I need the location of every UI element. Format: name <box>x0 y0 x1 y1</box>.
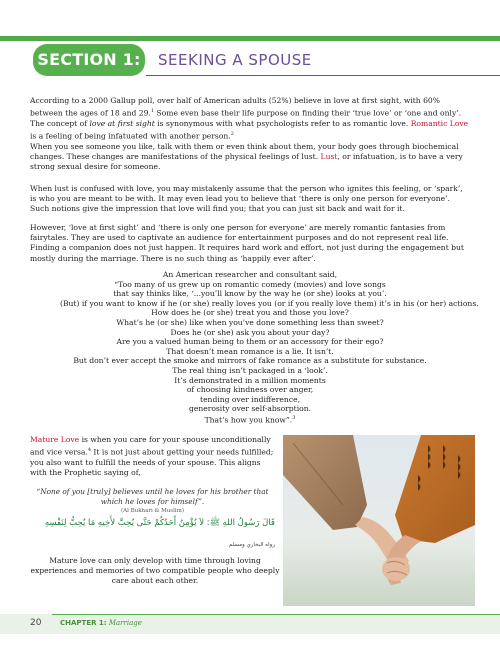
hadith-quote: “None of you [truly] believes until he loves for his brother that which he loves for himself”. <box>36 487 269 506</box>
poem-line: An American researcher and consultant said, <box>162 270 338 279</box>
paragraph-lust <box>30 142 470 173</box>
holding-hands-illustration <box>283 435 475 606</box>
chapter-number: CHAPTER 1: <box>60 619 107 627</box>
hadith-source: (Al Bukhari & Muslim) <box>120 508 185 514</box>
page-number: 20 <box>30 618 42 628</box>
text-span: When you see someone you like, talk with them or even think about them, your body goes through biochemical changes. These changes are manifestations of the physical feelings of lust. <box>30 142 459 162</box>
poem-line: Are you a valued human being to them or an accessory for their ego? <box>116 337 384 347</box>
term-mature-love: Mature Love <box>30 435 80 444</box>
paragraph-spark: When lust is confused with love, you may mistakenly assume that the person who ignites this feeling, or ‘spark’, is who you are meant to be with. It may even lead you to believe that ‘there is only one person for everyone’. Such notions give the impression that love will find you; that you can just sit back and wait for it. <box>30 184 463 214</box>
text-span: That’s how you know”. <box>204 415 293 425</box>
emphasis-text: love at first sight <box>89 118 155 128</box>
section-title-underline <box>146 75 500 76</box>
hadith-arabic: قَالَ رَسُولُ اللهِ ﷺ: لاَ يُؤْمِنُ أَحَدُكُمْ حَتَّى يُحِبَّ لأَخِيهِ مَا يُحِبُّ لِنَفْسِهِ <box>44 518 275 528</box>
paragraph-gallup-poll <box>30 96 470 142</box>
paragraph-mature-love-closing: Mature love can only develop with time through loving experiences and memories of two compatible people who deeply care about each other. <box>30 556 280 586</box>
text-span: is when you care for your spouse unconditionally and vice versa. <box>30 435 271 457</box>
text-span: is a feeling of being infatuated with another person. <box>30 131 231 141</box>
footnote-ref-3: 3 <box>292 414 296 421</box>
poem-line: Does he (or she) ask you about your day? <box>170 327 330 337</box>
text-span: , or infatuation, is to have a very strong sexual desire for someone. <box>30 152 463 172</box>
footnote-ref-2: 2 <box>230 131 234 138</box>
poem-line: of choosing kindness over anger, <box>186 385 314 395</box>
page-footer <box>0 614 500 647</box>
chapter-label <box>60 619 142 627</box>
text-span: is synonymous with what psychologists refer to as romantic love. <box>154 118 411 128</box>
footer-rule <box>52 614 500 615</box>
chapter-title: Marriage <box>108 619 142 627</box>
poem-line: generosity over self-absorption. <box>188 404 312 414</box>
paragraph-mature-love <box>30 435 275 478</box>
poem-line <box>60 414 440 425</box>
term-lust: Lust <box>320 152 338 162</box>
term-romantic-love: Romantic Love <box>410 118 469 128</box>
footnote-ref-4: 4 <box>87 447 92 454</box>
researcher-quote <box>60 270 479 425</box>
poem-line: “Too many of us grew up on romantic comedy (movies) and love songs <box>114 279 386 289</box>
text-span: Some even base their life purpose on finding their ‘true love’ or ‘one and only’. The concept of <box>30 108 462 128</box>
poem-line: But don’t ever accept the smoke and mirrors of fake romance as a substitute for substance. <box>73 356 427 366</box>
section-badge: SECTION 1: <box>33 44 145 76</box>
footnote-ref-1: 1 <box>150 108 155 115</box>
paragraph-fantasies: However, ‘love at first sight’ and ‘there is only one person for everyone’ are merely romantic fantasies from fairytales. They are used to captivate an audience for entertainment purposes and do not represent real life. Finding a companion does not just happen. It requires hard work and effort, not just during the engagement but mostly during the marriage. There is no such thing as ‘happily ever after’. <box>30 223 464 263</box>
poem-line: How does he (or she) treat you and those you love? <box>151 308 349 318</box>
section-header <box>0 44 500 78</box>
poem-line: that say thinks like, ‘...you’ll know by the way he (or she) looks at you’. <box>113 289 387 299</box>
top-accent-bar <box>0 36 500 41</box>
poem-line: tending over indifference, <box>200 394 300 404</box>
poem-line: That doesn’t mean romance is a lie. It isn’t. <box>166 346 334 356</box>
poem-line: (But) if you want to know if he (or she) really loves you (or if you really love them) it’s in his (or her) actions. <box>60 298 479 308</box>
poem-line: What’s he (or she) like when you’ve done something less than sweet? <box>116 317 384 327</box>
text-span: It is not just about getting your needs fulfilled; you also want to fulfill the needs of your spouse. This aligns with the Prophetic saying of, <box>30 447 274 478</box>
text-span: According to a 2000 Gallup poll, over half of American adults (52%) believe in love at first sight, with 60% between the ages of 18 and 29. <box>30 96 440 118</box>
section-title: SEEKING A SPOUSE <box>158 51 312 69</box>
holding-hands-photo <box>283 435 475 606</box>
poem-line: It’s demonstrated in a million moments <box>174 375 326 385</box>
poem-line: The real thing isn’t packaged in a ‘look’. <box>172 365 328 375</box>
hadith-arabic-source: رواه البخاري ومسلم <box>228 542 275 548</box>
